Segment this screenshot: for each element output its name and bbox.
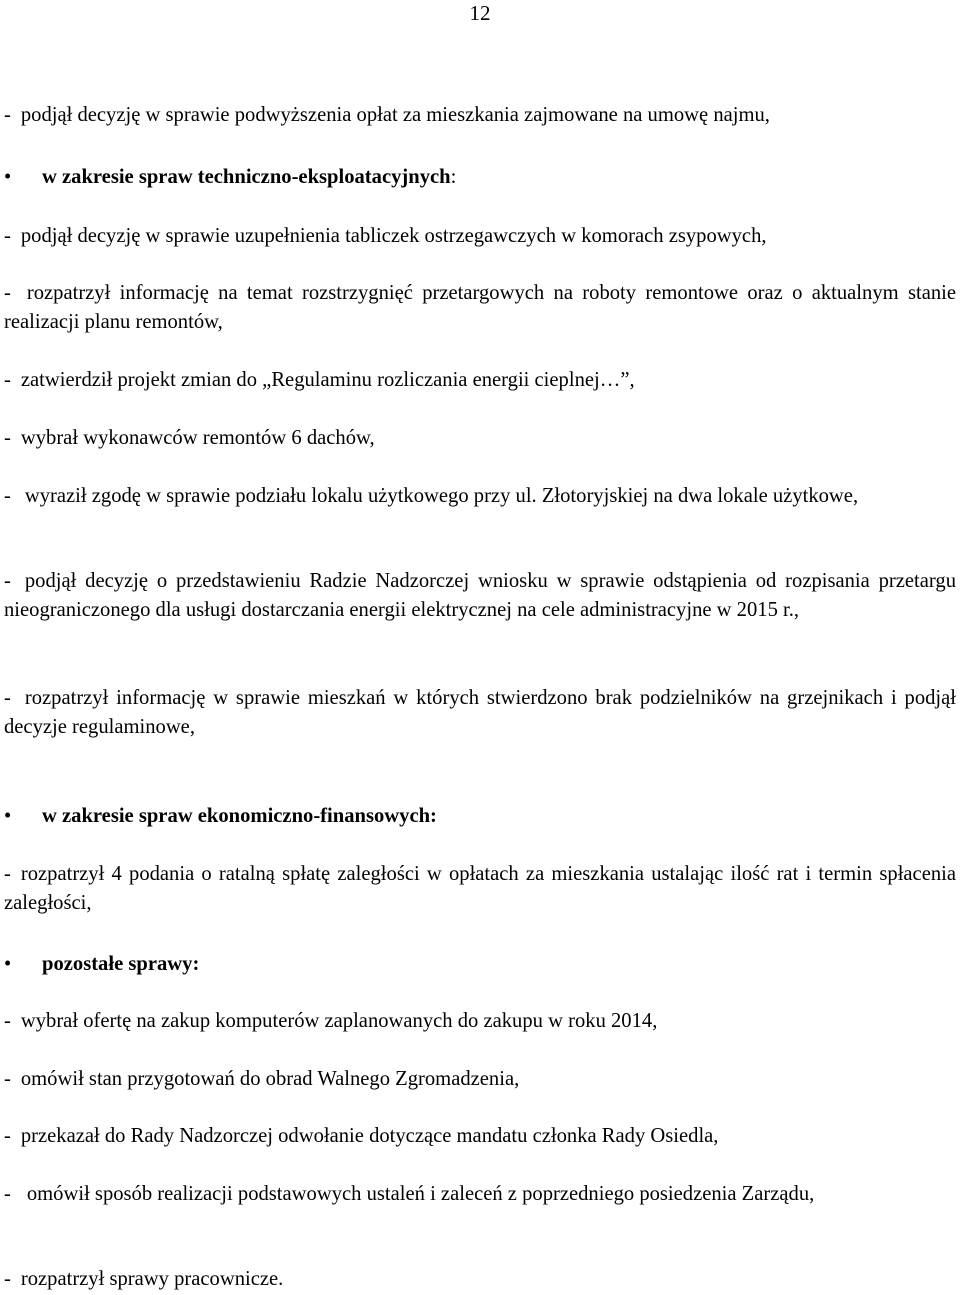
dash-marker: -	[4, 485, 11, 507]
list-item-text: rozpatrzył sprawy pracownicze.	[20, 1268, 284, 1290]
dash-marker: -	[4, 1183, 11, 1205]
dash-marker: -	[4, 282, 11, 304]
section-heading-text: w zakresie spraw techniczno-eksploatacyjnych	[42, 166, 451, 188]
list-item	[4, 424, 956, 453]
bullet-icon: •	[4, 953, 12, 975]
dash-marker: -	[4, 1010, 11, 1032]
dash-marker: -	[4, 427, 11, 449]
section-heading-technical	[4, 163, 456, 192]
dash-marker: -	[4, 863, 11, 885]
list-item	[4, 1065, 956, 1094]
dash-marker: -	[4, 570, 11, 592]
bullet-icon: •	[4, 166, 12, 188]
list-item	[4, 860, 956, 918]
list-item-text: wybrał wykonawców remontów 6 dachów,	[20, 427, 375, 449]
list-item-text: omówił sposób realizacji podstawowych ustaleń i zaleceń z poprzedniego posiedzenia Zarządu,	[26, 1183, 815, 1205]
section-heading-text: w zakresie spraw ekonomiczno-finansowych:	[42, 805, 437, 827]
list-item-text: rozpatrzył 4 podania o ratalną spłatę zaległości w opłatach za mieszkania ustalając ilość rat i termin spłacenia zaległości,	[4, 863, 956, 914]
section-heading-other	[4, 950, 199, 979]
section-heading-financial	[4, 802, 437, 831]
bullet-icon: •	[4, 805, 12, 827]
dash-marker: -	[4, 369, 11, 391]
list-item-text: podjął decyzję o przedstawieniu Radzie Nadzorczej wniosku w sprawie odstąpienia od rozpisania przetargu nieograniczonego dla usługi dostarczania energii elektrycznej na cele administracyjne w 2015 r.,	[4, 570, 956, 621]
list-item	[4, 1122, 956, 1151]
list-item-text: podjął decyzję w sprawie uzupełnienia tabliczek ostrzegawczych w komorach zsypowych,	[20, 225, 767, 247]
list-item	[4, 366, 956, 395]
list-item	[4, 279, 956, 337]
dash-marker: -	[4, 687, 11, 709]
dash-marker: -	[4, 1068, 11, 1090]
list-item	[4, 222, 956, 251]
list-item-text: rozpatrzył informację na temat rozstrzygnięć przetargowych na roboty remontowe oraz o aktualnym stanie realizacji planu remontów,	[4, 282, 956, 333]
dash-marker: -	[4, 1125, 11, 1147]
list-item	[4, 567, 956, 625]
list-item-text: wyraził zgodę w sprawie podziału lokalu użytkowego przy ul. Złotoryjskiej na dwa lokale użytkowe,	[24, 485, 859, 507]
list-item-text: podjął decyzję w sprawie podwyższenia opłat za mieszkania zajmowane na umowę najmu,	[20, 104, 770, 126]
section-heading-text: pozostałe sprawy:	[42, 953, 200, 975]
dash-marker: -	[4, 1268, 11, 1290]
list-item	[4, 101, 956, 130]
list-item	[4, 1265, 956, 1294]
list-item	[4, 1180, 956, 1209]
heading-colon: :	[450, 166, 457, 188]
list-item	[4, 684, 956, 742]
list-item-text: wybrał ofertę na zakup komputerów zaplanowanych do zakupu w roku 2014,	[20, 1010, 658, 1032]
dash-marker: -	[4, 225, 11, 247]
list-item-text: zatwierdził projekt zmian do „Regulaminu rozliczania energii cieplnej…”,	[20, 369, 635, 391]
list-item-text: rozpatrzył informację w sprawie mieszkań w których stwierdzono brak podzielników na grzejnikach i podjął decyzje regulaminowe,	[4, 687, 956, 738]
page-number: 12	[469, 1, 491, 25]
list-item-text: omówił stan przygotowań do obrad Walnego Zgromadzenia,	[20, 1068, 520, 1090]
list-item-text: przekazał do Rady Nadzorczej odwołanie dotyczące mandatu członka Rady Osiedla,	[20, 1125, 719, 1147]
list-item	[4, 1007, 956, 1036]
list-item	[4, 482, 956, 511]
dash-marker: -	[4, 104, 11, 126]
